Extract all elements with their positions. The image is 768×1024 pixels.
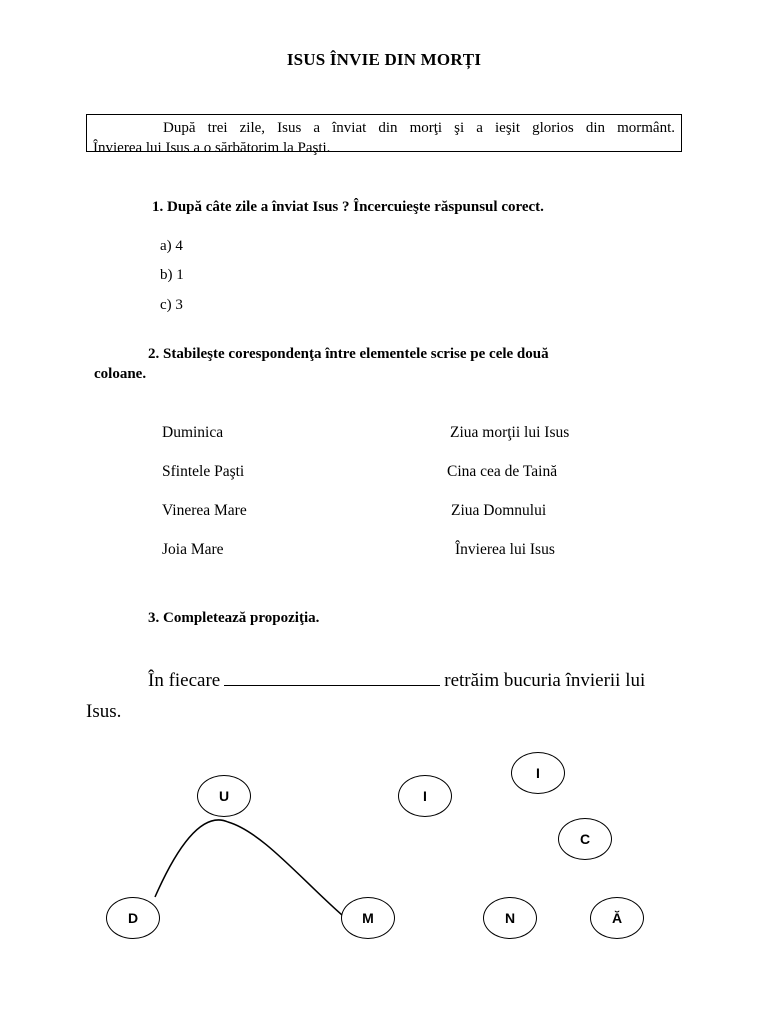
letter-circle-c[interactable] — [558, 818, 612, 860]
question-1: 1. După câte zile a înviat Isus ? Încercuieşte răspunsul corect. — [152, 199, 544, 215]
letter-label: N — [504, 910, 516, 926]
q1-option-a[interactable]: a) 4 — [160, 238, 183, 254]
letter-circle-i[interactable] — [398, 775, 452, 817]
letter-circle-n[interactable] — [483, 897, 537, 939]
left-item[interactable]: Vinerea Mare — [162, 502, 247, 519]
left-item[interactable]: Duminica — [162, 424, 224, 441]
letter-circle-d[interactable] — [106, 897, 160, 939]
letter-label: C — [579, 831, 591, 847]
intro-line-1: După trei zile, Isus a înviat din morţi şi a ieşit glorios din mormânt. — [163, 120, 675, 136]
letter-label: U — [218, 788, 230, 804]
letter-circle-a[interactable] — [590, 897, 644, 939]
letter-label: I — [423, 788, 427, 804]
question-2-line-1: 2. Stabileşte corespondenţa între elementele scrise pe cele două — [148, 346, 549, 362]
letter-label: I — [536, 765, 540, 781]
right-item[interactable]: Învierea lui Isus — [455, 541, 555, 558]
sentence-start: În fiecare — [148, 670, 221, 691]
question-2-line-2: coloane. — [94, 366, 147, 382]
right-item[interactable]: Ziua Domnului — [451, 502, 547, 519]
letter-circle-m[interactable] — [341, 897, 395, 939]
left-item[interactable]: Joia Mare — [162, 541, 224, 558]
q1-option-c[interactable]: c) 3 — [160, 297, 183, 313]
q1-option-b[interactable]: b) 1 — [160, 267, 184, 283]
question-3: 3. Completează propoziţia. — [148, 610, 320, 626]
letter-label: M — [362, 910, 374, 926]
left-item[interactable]: Sfintele Paşti — [162, 463, 245, 480]
intro-line-2: Învierea lui Isus a o sărbătorim la Paşti. — [93, 140, 331, 156]
right-item[interactable]: Ziua morţii lui Isus — [450, 424, 570, 441]
sentence-line-2: Isus. — [86, 701, 122, 722]
letter-circle-i[interactable] — [511, 752, 565, 794]
sentence-end: retrăim bucuria învierii lui — [444, 670, 646, 691]
letter-circle-u[interactable] — [197, 775, 251, 817]
page-title: ISUS ÎNVIE DIN MORȚI — [286, 50, 482, 69]
letter-label: Ă — [611, 910, 623, 926]
letter-label: D — [127, 910, 139, 926]
right-item[interactable]: Cina cea de Taină — [447, 463, 558, 480]
